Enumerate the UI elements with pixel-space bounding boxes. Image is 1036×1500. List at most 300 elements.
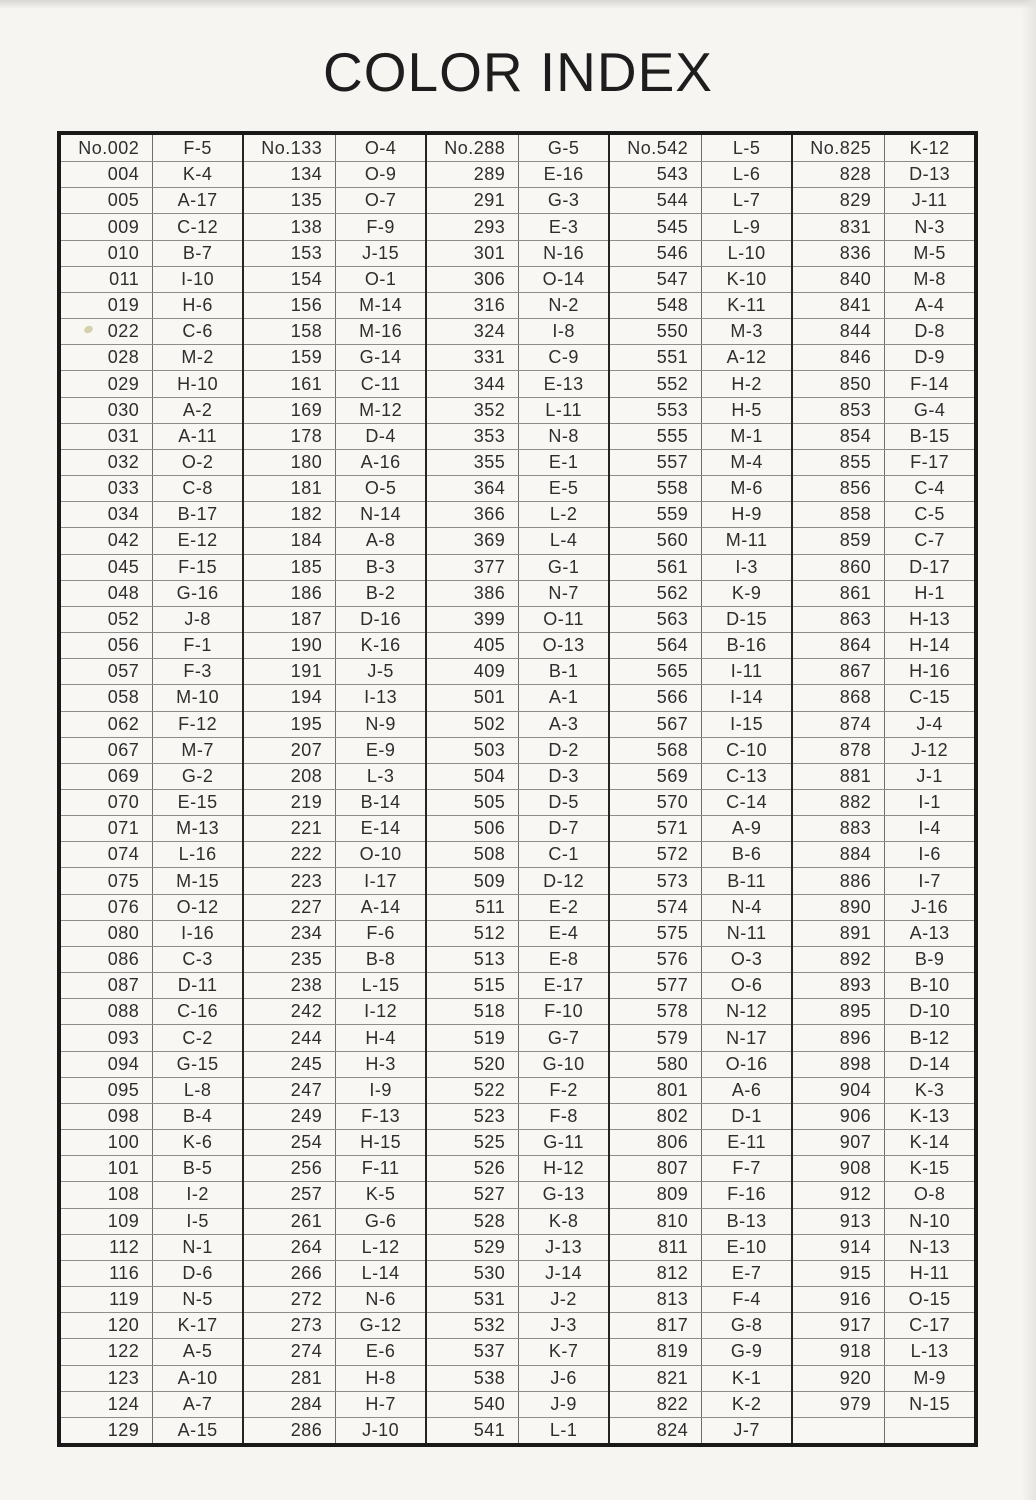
color-code-cell: M-14 [359, 295, 403, 316]
color-number-cell: 841 [793, 293, 885, 318]
table-row [61, 240, 242, 266]
color-number-cell: 124 [61, 1392, 153, 1417]
color-code-cell: K-1 [731, 1367, 762, 1388]
color-number-cell: 324 [427, 319, 519, 344]
color-code-cell: C-6 [182, 321, 213, 342]
color-code-cell: K-15 [909, 1158, 950, 1179]
table-row [61, 658, 242, 684]
table-row [427, 1338, 608, 1364]
color-number-cell: 855 [793, 450, 885, 475]
color-number-cell: No.002 [61, 135, 153, 161]
color-number-cell: 518 [427, 999, 519, 1024]
color-code-cell: H-3 [365, 1053, 396, 1074]
color-code-cell: L-6 [732, 164, 761, 185]
table-row [610, 135, 791, 161]
table-row [427, 606, 608, 632]
table-row [610, 423, 791, 449]
color-code-cell: H-2 [731, 373, 762, 394]
color-number-cell: 178 [244, 424, 336, 449]
color-number-cell: 836 [793, 241, 885, 266]
color-number-cell: 185 [244, 555, 336, 580]
table-row [61, 1286, 242, 1312]
color-number-cell: 807 [610, 1156, 702, 1181]
color-number-cell: 399 [427, 607, 519, 632]
table-row [244, 1155, 425, 1181]
color-code-cell: M-8 [913, 268, 946, 289]
color-number-cell: 293 [427, 214, 519, 239]
color-code-cell: A-3 [548, 713, 579, 734]
color-code-cell: B-1 [548, 661, 579, 682]
table-row [610, 815, 791, 841]
color-code-cell: A-8 [365, 530, 396, 551]
color-code-cell: M-7 [181, 739, 214, 760]
color-code-cell: F-2 [549, 1079, 578, 1100]
table-row [610, 554, 791, 580]
color-number-cell: 344 [427, 371, 519, 396]
color-code-cell: H-11 [909, 1262, 950, 1283]
table-row [793, 1103, 974, 1129]
color-code-cell: K-7 [548, 1341, 579, 1362]
table-row [244, 266, 425, 292]
table-row [610, 894, 791, 920]
color-code-cell: N-4 [731, 896, 762, 917]
color-code-cell: K-14 [909, 1132, 950, 1153]
table-row [793, 423, 974, 449]
table-row [61, 527, 242, 553]
color-number-cell: 301 [427, 241, 519, 266]
color-number-cell: 904 [793, 1078, 885, 1103]
color-number-cell: 159 [244, 345, 336, 370]
table-row [61, 763, 242, 789]
color-number-cell: 578 [610, 999, 702, 1024]
color-number-cell: 501 [427, 685, 519, 710]
color-code-cell: K-8 [548, 1210, 579, 1231]
table-row [244, 815, 425, 841]
table-row [610, 1312, 791, 1338]
color-code-cell: N-2 [548, 295, 579, 316]
color-number-cell: 029 [61, 371, 153, 396]
color-number-cell: 878 [793, 738, 885, 763]
color-number-cell: 874 [793, 712, 885, 737]
color-code-cell: A-9 [731, 818, 762, 839]
color-code-cell: C-4 [914, 478, 945, 499]
color-number-cell: 123 [61, 1366, 153, 1391]
color-number-cell: 094 [61, 1052, 153, 1077]
color-code-cell: E-7 [731, 1262, 762, 1283]
table-column-group [791, 135, 974, 1443]
color-number-cell: 058 [61, 685, 153, 710]
table-row [427, 998, 608, 1024]
color-code-cell: B-5 [182, 1158, 213, 1179]
color-code-cell: C-5 [914, 504, 945, 525]
color-number-cell: 208 [244, 764, 336, 789]
table-row [610, 1024, 791, 1050]
color-number-cell: 244 [244, 1025, 336, 1050]
color-number-cell: 057 [61, 659, 153, 684]
color-code-cell: K-2 [731, 1393, 762, 1414]
color-number-cell: 154 [244, 267, 336, 292]
color-number-cell: 801 [610, 1078, 702, 1103]
color-code-cell: O-9 [364, 164, 397, 185]
table-row [244, 501, 425, 527]
color-number-cell: 812 [610, 1261, 702, 1286]
color-number-cell: 541 [427, 1418, 519, 1443]
table-row [610, 397, 791, 423]
color-code-cell: N-14 [360, 504, 402, 525]
color-number-cell: 896 [793, 1025, 885, 1050]
table-row [61, 998, 242, 1024]
color-code-cell: H-4 [365, 1027, 396, 1048]
color-number-cell: 256 [244, 1156, 336, 1181]
color-code-cell: G-16 [176, 582, 219, 603]
color-number-cell: 567 [610, 712, 702, 737]
table-row [610, 344, 791, 370]
table-row [793, 1181, 974, 1207]
color-number-cell: 570 [610, 790, 702, 815]
color-number-cell: 377 [427, 555, 519, 580]
color-code-cell: M-1 [730, 425, 763, 446]
table-row [610, 1391, 791, 1417]
color-code-cell: L-13 [910, 1341, 949, 1362]
color-number-cell: No.133 [244, 135, 336, 161]
color-code-cell: E-11 [727, 1132, 766, 1153]
table-row [427, 1051, 608, 1077]
table-row [244, 894, 425, 920]
color-code-cell: C-2 [182, 1027, 213, 1048]
color-number-cell: 881 [793, 764, 885, 789]
table-row [244, 1181, 425, 1207]
color-number-cell: 286 [244, 1418, 336, 1443]
table-row [61, 1417, 242, 1443]
color-number-cell: 074 [61, 842, 153, 867]
color-code-cell: M-2 [181, 347, 214, 368]
table-row [610, 1181, 791, 1207]
color-number-cell: 011 [61, 267, 153, 292]
table-row [610, 841, 791, 867]
table-row [427, 1181, 608, 1207]
table-row [610, 920, 791, 946]
table-row [244, 292, 425, 318]
table-row [793, 1312, 974, 1338]
color-number-cell: 547 [610, 267, 702, 292]
color-number-cell: 522 [427, 1078, 519, 1103]
color-number-cell: 005 [61, 188, 153, 213]
color-code-cell: G-7 [547, 1027, 580, 1048]
color-code-cell: A-7 [182, 1393, 213, 1414]
color-code-cell: O-2 [181, 451, 214, 472]
color-number-cell: 557 [610, 450, 702, 475]
color-code-cell: M-10 [176, 687, 220, 708]
color-code-cell: F-10 [544, 1001, 584, 1022]
color-number-cell: 813 [610, 1287, 702, 1312]
color-code-cell: H-15 [360, 1132, 402, 1153]
color-code-cell: I-5 [186, 1210, 209, 1231]
color-number-cell: 560 [610, 528, 702, 553]
color-number-cell: 530 [427, 1261, 519, 1286]
color-number-cell: 195 [244, 712, 336, 737]
color-number-cell: 861 [793, 581, 885, 606]
color-number-cell: 182 [244, 502, 336, 527]
color-code-cell: M-12 [359, 399, 403, 420]
color-number-cell: 032 [61, 450, 153, 475]
color-code-cell: I-16 [181, 922, 215, 943]
color-number-cell: 537 [427, 1339, 519, 1364]
table-row [610, 1417, 791, 1443]
color-number-cell: 052 [61, 607, 153, 632]
table-row [610, 475, 791, 501]
color-number-cell: 566 [610, 685, 702, 710]
color-code-cell: E-1 [548, 451, 579, 472]
table-row [61, 1181, 242, 1207]
table-row [610, 449, 791, 475]
color-number-cell: 555 [610, 424, 702, 449]
color-number-cell: 190 [244, 633, 336, 658]
color-number-cell: 207 [244, 738, 336, 763]
table-row [793, 972, 974, 998]
table-row [793, 344, 974, 370]
color-number-cell: 979 [793, 1392, 885, 1417]
color-number-cell: 564 [610, 633, 702, 658]
color-code-cell: I-4 [918, 818, 941, 839]
table-row [610, 161, 791, 187]
color-number-cell: 238 [244, 973, 336, 998]
color-code-cell: D-2 [548, 739, 579, 760]
color-code-cell: D-16 [360, 608, 402, 629]
color-number-cell: 538 [427, 1366, 519, 1391]
color-code-cell: D-14 [909, 1053, 951, 1074]
color-code-cell: B-14 [360, 792, 401, 813]
table-row [427, 475, 608, 501]
color-number-cell: 098 [61, 1104, 153, 1129]
color-number-cell: 914 [793, 1235, 885, 1260]
color-number-cell: 908 [793, 1156, 885, 1181]
color-number-cell: 129 [61, 1418, 153, 1443]
table-row [61, 894, 242, 920]
table-row [244, 1338, 425, 1364]
table-row [610, 580, 791, 606]
color-number-cell: 912 [793, 1182, 885, 1207]
color-code-cell: F-5 [183, 137, 212, 158]
table-row [793, 449, 974, 475]
color-code-cell: A-1 [548, 687, 579, 708]
color-number-cell: 034 [61, 502, 153, 527]
color-number-cell: 048 [61, 581, 153, 606]
table-row [610, 1286, 791, 1312]
table-row [427, 763, 608, 789]
color-code-cell: H-16 [909, 661, 951, 682]
color-code-cell: F-11 [361, 1158, 400, 1179]
color-number-cell: 548 [610, 293, 702, 318]
table-row [61, 501, 242, 527]
color-number-cell: 917 [793, 1313, 885, 1338]
color-number-cell: 821 [610, 1366, 702, 1391]
table-row [61, 920, 242, 946]
table-row [793, 1234, 974, 1260]
color-code-cell: G-10 [542, 1053, 585, 1074]
color-number-cell: 502 [427, 712, 519, 737]
color-code-cell: H-7 [365, 1393, 396, 1414]
color-code-cell: G-9 [730, 1341, 763, 1362]
color-code-cell: H-12 [543, 1158, 585, 1179]
table-row [244, 1260, 425, 1286]
color-number-cell: 829 [793, 188, 885, 213]
color-code-cell: O-15 [908, 1289, 951, 1310]
table-row [793, 213, 974, 239]
color-number-cell: 281 [244, 1366, 336, 1391]
color-code-cell: H-14 [909, 635, 951, 656]
table-row [61, 1077, 242, 1103]
color-number-cell: 859 [793, 528, 885, 553]
table-row [61, 266, 242, 292]
table-row [244, 711, 425, 737]
color-number-cell: 316 [427, 293, 519, 318]
color-number-cell: 075 [61, 868, 153, 893]
color-code-cell: K-5 [365, 1184, 396, 1205]
color-number-cell: 181 [244, 476, 336, 501]
color-code-cell: M-4 [730, 451, 763, 472]
color-code-cell: E-15 [177, 792, 218, 813]
color-code-cell: L-16 [178, 844, 217, 865]
table-row [244, 658, 425, 684]
table-row [61, 972, 242, 998]
table-row [61, 423, 242, 449]
table-row [793, 266, 974, 292]
color-code-cell: C-1 [548, 844, 579, 865]
color-code-cell: L-11 [545, 399, 582, 420]
color-code-cell: O-6 [730, 975, 763, 996]
table-row [61, 1051, 242, 1077]
color-number-cell: 546 [610, 241, 702, 266]
table-row [61, 632, 242, 658]
table-row [61, 187, 242, 213]
color-code-cell: K-4 [182, 164, 213, 185]
color-code-cell: J-15 [362, 242, 400, 263]
color-number-cell: 561 [610, 555, 702, 580]
table-row [61, 1024, 242, 1050]
table-row [793, 920, 974, 946]
table-row [61, 1208, 242, 1234]
color-code-cell: J-8 [184, 608, 211, 629]
color-number-cell: 028 [61, 345, 153, 370]
color-code-cell: D-6 [182, 1262, 213, 1283]
color-code-cell: N-1 [182, 1236, 213, 1257]
table-row [793, 1417, 974, 1443]
color-number-cell: 219 [244, 790, 336, 815]
table-row [244, 606, 425, 632]
page-title: COLOR INDEX [323, 41, 713, 103]
color-code-cell: B-15 [909, 425, 950, 446]
table-row [793, 161, 974, 187]
color-code-cell: J-6 [550, 1367, 577, 1388]
color-number-cell: 161 [244, 371, 336, 396]
color-number-cell: 568 [610, 738, 702, 763]
color-code-cell: A-6 [731, 1079, 762, 1100]
table-row [244, 1208, 425, 1234]
color-number-cell: 067 [61, 738, 153, 763]
color-number-cell: 180 [244, 450, 336, 475]
table-row [610, 658, 791, 684]
color-number-cell: 840 [793, 267, 885, 292]
color-code-cell: F-6 [366, 922, 395, 943]
table-row [244, 554, 425, 580]
color-code-cell: G-13 [542, 1184, 585, 1205]
color-code-cell: O-11 [543, 608, 584, 629]
table-row [244, 580, 425, 606]
color-number-cell: 284 [244, 1392, 336, 1417]
color-number-cell: 544 [610, 188, 702, 213]
color-code-cell: O-13 [542, 635, 585, 656]
color-code-cell: K-6 [182, 1132, 213, 1153]
color-number-cell: 093 [61, 1025, 153, 1050]
color-number-cell: 257 [244, 1182, 336, 1207]
color-code-cell: B-2 [365, 582, 396, 603]
table-row [427, 1208, 608, 1234]
color-code-cell: K-11 [727, 295, 766, 316]
color-code-cell: E-6 [365, 1341, 396, 1362]
table-row [244, 763, 425, 789]
table-row [61, 475, 242, 501]
color-number-cell: 806 [610, 1130, 702, 1155]
color-number-cell: 153 [244, 241, 336, 266]
table-row [244, 1391, 425, 1417]
color-number-cell: 817 [610, 1313, 702, 1338]
color-code-cell: N-5 [182, 1289, 213, 1310]
color-number-cell: 526 [427, 1156, 519, 1181]
color-code-cell: L-8 [183, 1079, 212, 1100]
color-code-cell: G-2 [181, 765, 214, 786]
color-code-cell: F-4 [732, 1289, 761, 1310]
color-code-cell: B-7 [182, 242, 213, 263]
color-number-cell: 184 [244, 528, 336, 553]
color-code-cell: N-8 [548, 425, 579, 446]
color-code-cell: E-2 [548, 896, 579, 917]
table-row [427, 711, 608, 737]
color-number-cell: 571 [610, 816, 702, 841]
color-number-cell: 101 [61, 1156, 153, 1181]
table-row [427, 449, 608, 475]
table-row [244, 187, 425, 213]
color-code-cell: O-8 [913, 1184, 946, 1205]
color-code-cell: N-13 [909, 1236, 951, 1257]
color-number-cell: 076 [61, 895, 153, 920]
table-row [427, 318, 608, 344]
color-number-cell: No.542 [610, 135, 702, 161]
color-number-cell: 247 [244, 1078, 336, 1103]
table-row [427, 1103, 608, 1129]
table-row [61, 711, 242, 737]
table-row [610, 1338, 791, 1364]
table-row [61, 841, 242, 867]
table-row [610, 318, 791, 344]
color-code-cell: I-14 [730, 687, 764, 708]
color-code-cell: E-8 [548, 949, 579, 970]
color-code-cell: N-9 [365, 713, 396, 734]
color-number-cell: 503 [427, 738, 519, 763]
table-row [244, 161, 425, 187]
color-code-cell: D-4 [365, 425, 396, 446]
color-code-cell: M-11 [725, 530, 768, 551]
color-code-cell: J-11 [911, 190, 948, 211]
color-code-cell: F-3 [183, 661, 212, 682]
color-number-cell: 527 [427, 1182, 519, 1207]
color-code-cell: G-12 [359, 1315, 402, 1336]
color-number-cell: 822 [610, 1392, 702, 1417]
table-row [427, 344, 608, 370]
color-code-cell: J-9 [550, 1393, 577, 1414]
table-row [793, 1155, 974, 1181]
table-row [244, 318, 425, 344]
color-code-cell: C-10 [726, 739, 768, 760]
